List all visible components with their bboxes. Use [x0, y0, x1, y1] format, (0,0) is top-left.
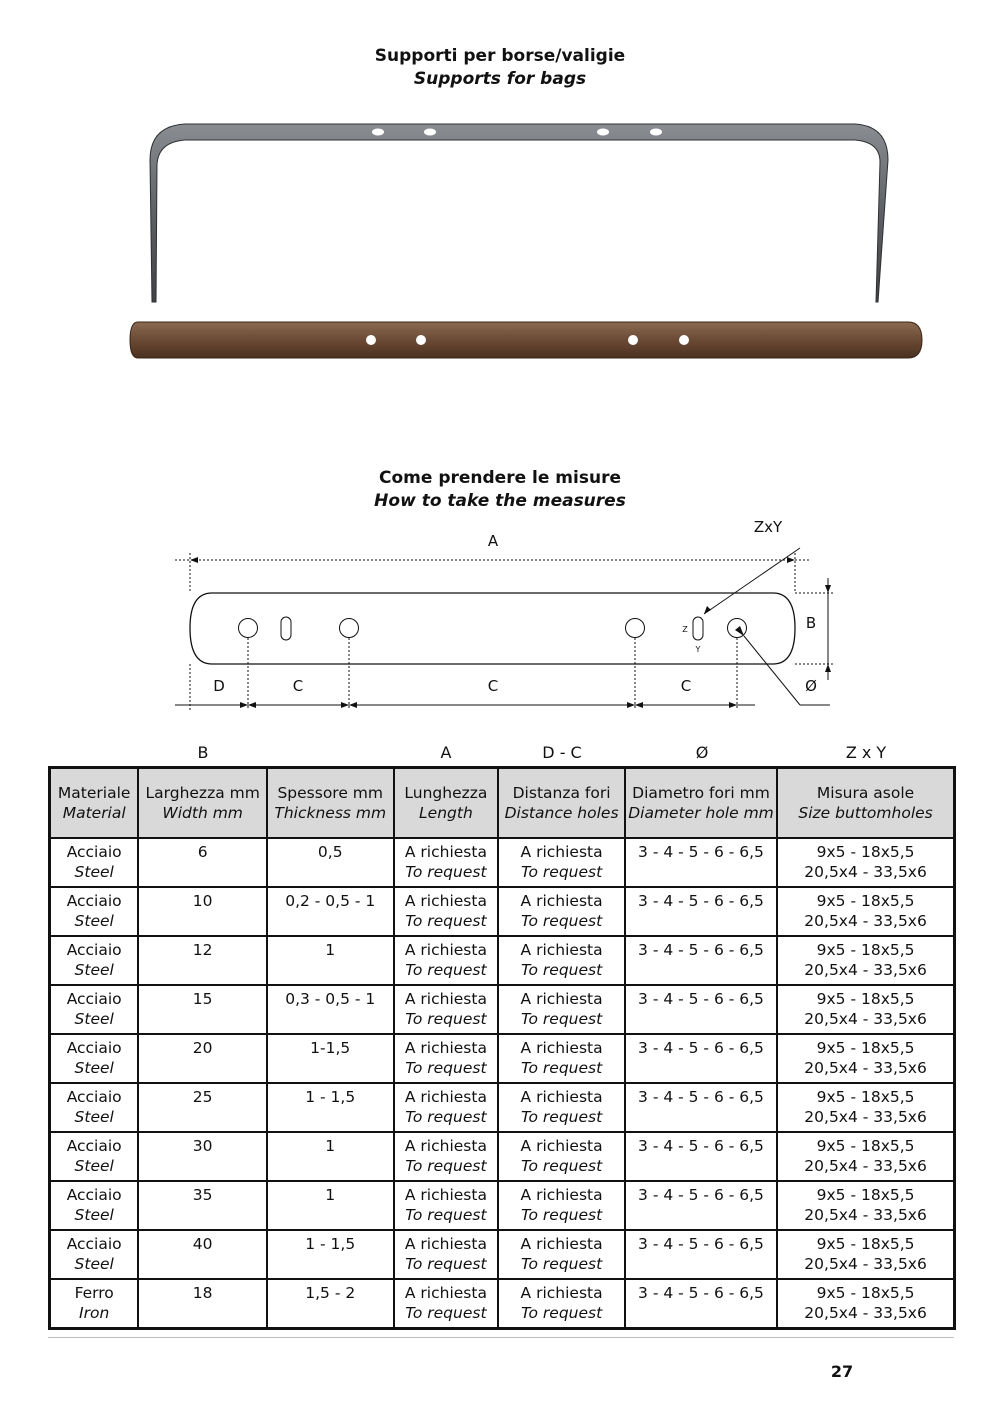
cell-text: 20,5x4 - 33,5x6: [804, 961, 927, 979]
cell-distance-holes: [498, 1279, 625, 1329]
specifications-table: [48, 766, 956, 1330]
label-c-right: C: [680, 677, 692, 695]
cell-text: Steel: [74, 1010, 114, 1028]
cell-text: 20,5x4 - 33,5x6: [804, 1010, 927, 1028]
cell-text: 20,5x4 - 33,5x6: [804, 1157, 927, 1175]
cell-text: 9x5 - 18x5,5: [816, 990, 915, 1008]
cell-distance-holes: [498, 936, 625, 985]
cell-text: A richiesta: [520, 892, 603, 910]
table-row: [50, 1230, 955, 1279]
cell-text: 1-1,5: [310, 1039, 351, 1057]
footer-rule: [48, 1337, 954, 1338]
header-width: Larghezza mm Width mm: [138, 768, 267, 839]
label-a: A: [487, 532, 499, 550]
label-z: Z: [682, 625, 688, 634]
cell-buttonholes: [777, 985, 954, 1034]
cell-text: To request: [520, 1157, 603, 1175]
cell-length: [394, 1083, 499, 1132]
cell-text: Acciaio: [66, 1137, 122, 1155]
cell-text: To request: [520, 1010, 603, 1028]
slot: [693, 617, 703, 640]
table-header-row: [50, 768, 955, 839]
cell-text: 9x5 - 18x5,5: [816, 1284, 915, 1302]
cell-text: To request: [520, 1059, 603, 1077]
cell-text: To request: [405, 863, 487, 881]
cell-text: A richiesta: [520, 1235, 603, 1253]
cell-thickness: [267, 936, 394, 985]
cell-text: 25: [192, 1088, 213, 1106]
cell-text: A richiesta: [404, 1137, 487, 1155]
cell-text: To request: [405, 1010, 487, 1028]
table-row: [50, 1132, 955, 1181]
column-label-zy: Z x Y: [845, 743, 887, 762]
cell-distance-holes: [498, 1132, 625, 1181]
table-row: [50, 1083, 955, 1132]
cell-material: [50, 838, 139, 887]
header-buttonholes: Misura asole Size buttomholes: [777, 768, 954, 839]
cell-text: To request: [520, 912, 603, 930]
cell-buttonholes: [777, 1230, 954, 1279]
cell-text: To request: [405, 1157, 487, 1175]
cell-length: [394, 887, 499, 936]
cell-text: 3 - 4 - 5 - 6 - 6,5: [638, 941, 764, 959]
cell-text: 20,5x4 - 33,5x6: [804, 1108, 927, 1126]
cell-text: To request: [520, 1255, 603, 1273]
cell-text: A richiesta: [520, 990, 603, 1008]
cell-distance-holes: [498, 1181, 625, 1230]
cell-distance-holes: [498, 985, 625, 1034]
cell-text: A richiesta: [404, 892, 487, 910]
cell-text: Acciaio: [66, 941, 122, 959]
cell-text: 0,3 - 0,5 - 1: [285, 990, 376, 1008]
cell-length: [394, 838, 499, 887]
cell-diameter: [625, 1132, 777, 1181]
cell-text: 1: [325, 1186, 336, 1204]
cell-text: 1,5 - 2: [305, 1284, 356, 1302]
cell-diameter: [625, 1230, 777, 1279]
cell-width: [138, 1230, 267, 1279]
cell-thickness: [267, 1034, 394, 1083]
cell-width: [138, 1034, 267, 1083]
header-thickness: Spessore mm Thickness mm: [267, 768, 394, 839]
cell-buttonholes: [777, 1181, 954, 1230]
cell-text: To request: [520, 961, 603, 979]
cell-text: To request: [405, 1059, 487, 1077]
cell-text: Steel: [74, 1059, 114, 1077]
hole: [626, 619, 645, 638]
cell-text: 30: [192, 1137, 213, 1155]
cell-text: 9x5 - 18x5,5: [816, 1039, 915, 1057]
cell-buttonholes: [777, 1083, 954, 1132]
cell-text: 9x5 - 18x5,5: [816, 1088, 915, 1106]
cell-material: [50, 1083, 139, 1132]
cell-length: [394, 1279, 499, 1329]
cell-text: 40: [192, 1235, 213, 1253]
column-label-b: B: [197, 743, 209, 762]
cell-buttonholes: [777, 1034, 954, 1083]
title-english: How to take the measures: [374, 491, 626, 511]
cell-buttonholes: [777, 887, 954, 936]
cell-text: To request: [520, 863, 603, 881]
cell-length: [394, 1181, 499, 1230]
cell-diameter: [625, 887, 777, 936]
cell-text: 10: [192, 892, 213, 910]
cell-material: [50, 985, 139, 1034]
column-label-diameter: Ø: [695, 743, 709, 762]
header-distance-holes: Distanza fori Distance holes: [498, 768, 625, 839]
cell-text: To request: [520, 1206, 603, 1224]
cell-text: 3 - 4 - 5 - 6 - 6,5: [638, 1186, 764, 1204]
title-italian: Come prendere le misure: [379, 468, 621, 488]
cell-thickness: [267, 1279, 394, 1329]
header-diameter: Diametro fori mm Diameter hole mm: [625, 768, 777, 839]
cell-width: [138, 838, 267, 887]
hole: [340, 619, 359, 638]
page-number: 27: [830, 1362, 854, 1381]
cell-text: To request: [405, 1108, 487, 1126]
cell-text: A richiesta: [404, 941, 487, 959]
cell-text: 20,5x4 - 33,5x6: [804, 863, 927, 881]
label-b: B: [805, 614, 817, 632]
cell-material: [50, 1279, 139, 1329]
cell-text: 3 - 4 - 5 - 6 - 6,5: [638, 1284, 764, 1302]
cell-text: To request: [405, 1206, 487, 1224]
cell-width: [138, 887, 267, 936]
cell-text: 20,5x4 - 33,5x6: [804, 912, 927, 930]
cell-text: Steel: [74, 1157, 114, 1175]
cell-text: A richiesta: [520, 1137, 603, 1155]
cell-material: [50, 1034, 139, 1083]
cell-text: 0,5: [317, 843, 343, 861]
cell-text: Acciaio: [66, 892, 122, 910]
cell-text: 1: [325, 941, 336, 959]
cell-text: 1: [325, 1137, 336, 1155]
cell-text: Acciaio: [66, 1235, 122, 1253]
cell-text: A richiesta: [404, 1235, 487, 1253]
cell-text: A richiesta: [520, 1088, 603, 1106]
cell-text: A richiesta: [404, 1039, 487, 1057]
cell-width: [138, 1083, 267, 1132]
cell-thickness: [267, 887, 394, 936]
cell-buttonholes: [777, 936, 954, 985]
cell-text: Steel: [74, 1206, 114, 1224]
cell-text: Acciaio: [66, 1088, 122, 1106]
cell-text: A richiesta: [404, 843, 487, 861]
label-y: Y: [695, 645, 701, 654]
cell-buttonholes: [777, 1132, 954, 1181]
cell-text: Steel: [74, 1255, 114, 1273]
cell-text: A richiesta: [520, 1039, 603, 1057]
cell-text: Steel: [74, 961, 114, 979]
cell-buttonholes: [777, 838, 954, 887]
table-row: [50, 1181, 955, 1230]
table-row: [50, 936, 955, 985]
cell-text: A richiesta: [520, 941, 603, 959]
cell-text: Steel: [74, 912, 114, 930]
cell-text: 6: [197, 843, 208, 861]
leader-diameter: [744, 636, 800, 705]
cell-thickness: [267, 838, 394, 887]
cell-text: A richiesta: [520, 843, 603, 861]
cell-material: [50, 1230, 139, 1279]
table-row: [50, 1034, 955, 1083]
cell-length: [394, 936, 499, 985]
cell-text: 3 - 4 - 5 - 6 - 6,5: [638, 1088, 764, 1106]
cell-text: A richiesta: [404, 1088, 487, 1106]
slot: [281, 617, 291, 640]
cell-distance-holes: [498, 1230, 625, 1279]
cell-text: A richiesta: [520, 1284, 603, 1302]
cell-text: 18: [192, 1284, 213, 1302]
cell-text: 3 - 4 - 5 - 6 - 6,5: [638, 990, 764, 1008]
header-material: Materiale Material: [50, 768, 139, 839]
cell-text: 3 - 4 - 5 - 6 - 6,5: [638, 1137, 764, 1155]
cell-text: Acciaio: [66, 843, 122, 861]
cell-text: A richiesta: [520, 1186, 603, 1204]
cell-text: 9x5 - 18x5,5: [816, 843, 915, 861]
cell-length: [394, 1230, 499, 1279]
cell-text: 20,5x4 - 33,5x6: [804, 1206, 927, 1224]
cell-text: 9x5 - 18x5,5: [816, 1235, 915, 1253]
cell-text: 20,5x4 - 33,5x6: [804, 1255, 927, 1273]
table-row: [50, 838, 955, 887]
cell-text: 20: [192, 1039, 213, 1057]
cell-text: To request: [520, 1108, 603, 1126]
cell-length: [394, 1132, 499, 1181]
table-row: [50, 887, 955, 936]
cell-text: 20,5x4 - 33,5x6: [804, 1059, 927, 1077]
cell-text: Steel: [74, 863, 114, 881]
cell-length: [394, 985, 499, 1034]
cell-text: Acciaio: [66, 990, 122, 1008]
hole: [728, 619, 747, 638]
cell-width: [138, 1279, 267, 1329]
cell-diameter: [625, 936, 777, 985]
cell-diameter: [625, 1181, 777, 1230]
cell-text: 1 - 1,5: [305, 1088, 356, 1106]
cell-text: To request: [520, 1304, 603, 1322]
cell-text: Acciaio: [66, 1186, 122, 1204]
cell-text: To request: [405, 961, 487, 979]
cell-text: 20,5x4 - 33,5x6: [804, 1304, 927, 1322]
label-diameter: Ø: [805, 677, 817, 695]
cell-text: Acciaio: [66, 1039, 122, 1057]
cell-distance-holes: [498, 838, 625, 887]
cell-diameter: [625, 1083, 777, 1132]
cell-distance-holes: [498, 1083, 625, 1132]
label-c-left: C: [292, 677, 304, 695]
cell-width: [138, 936, 267, 985]
cell-distance-holes: [498, 887, 625, 936]
label-d: D: [213, 677, 225, 695]
cell-text: A richiesta: [404, 1186, 487, 1204]
title-english: Supports for bags: [413, 69, 587, 89]
cell-diameter: [625, 838, 777, 887]
cell-thickness: [267, 1132, 394, 1181]
hole: [239, 619, 258, 638]
cell-text: 9x5 - 18x5,5: [816, 1186, 915, 1204]
cell-width: [138, 985, 267, 1034]
cell-text: 9x5 - 18x5,5: [816, 1137, 915, 1155]
cell-text: Iron: [79, 1304, 110, 1322]
cell-text: 9x5 - 18x5,5: [816, 892, 915, 910]
label-c-middle: C: [487, 677, 499, 695]
cell-distance-holes: [498, 1034, 625, 1083]
table-row: [50, 1279, 955, 1329]
cell-text: 0,2 - 0,5 - 1: [285, 892, 376, 910]
cell-material: [50, 887, 139, 936]
cell-width: [138, 1132, 267, 1181]
cell-text: To request: [405, 1255, 487, 1273]
cell-diameter: [625, 1034, 777, 1083]
cell-text: 9x5 - 18x5,5: [816, 941, 915, 959]
column-label-dc: D - C: [542, 743, 582, 762]
table-row: [50, 985, 955, 1034]
cell-material: [50, 936, 139, 985]
cell-length: [394, 1034, 499, 1083]
column-label-a: A: [440, 743, 452, 762]
cell-thickness: [267, 1083, 394, 1132]
cell-thickness: [267, 1181, 394, 1230]
cell-text: 3 - 4 - 5 - 6 - 6,5: [638, 892, 764, 910]
cell-diameter: [625, 985, 777, 1034]
cell-text: 35: [192, 1186, 213, 1204]
cell-buttonholes: [777, 1279, 954, 1329]
cell-thickness: [267, 985, 394, 1034]
header-length: Lunghezza Length: [394, 768, 499, 839]
label-zxy: ZxY: [753, 518, 783, 536]
cell-text: Steel: [74, 1108, 114, 1126]
cell-text: 3 - 4 - 5 - 6 - 6,5: [638, 1039, 764, 1057]
cell-material: [50, 1181, 139, 1230]
leader-zxy: [704, 548, 800, 614]
cell-text: 3 - 4 - 5 - 6 - 6,5: [638, 843, 764, 861]
cell-width: [138, 1181, 267, 1230]
cell-text: A richiesta: [404, 1284, 487, 1302]
cell-text: 3 - 4 - 5 - 6 - 6,5: [638, 1235, 764, 1253]
title-italian: Supporti per borse/valigie: [374, 46, 626, 66]
cell-text: 15: [192, 990, 213, 1008]
cell-diameter: [625, 1279, 777, 1329]
cell-material: [50, 1132, 139, 1181]
cell-text: To request: [405, 1304, 487, 1322]
cell-text: To request: [405, 912, 487, 930]
cell-text: A richiesta: [404, 990, 487, 1008]
cell-text: Ferro: [74, 1284, 114, 1302]
cell-text: 12: [192, 941, 213, 959]
cell-text: 1 - 1,5: [305, 1235, 356, 1253]
cell-thickness: [267, 1230, 394, 1279]
